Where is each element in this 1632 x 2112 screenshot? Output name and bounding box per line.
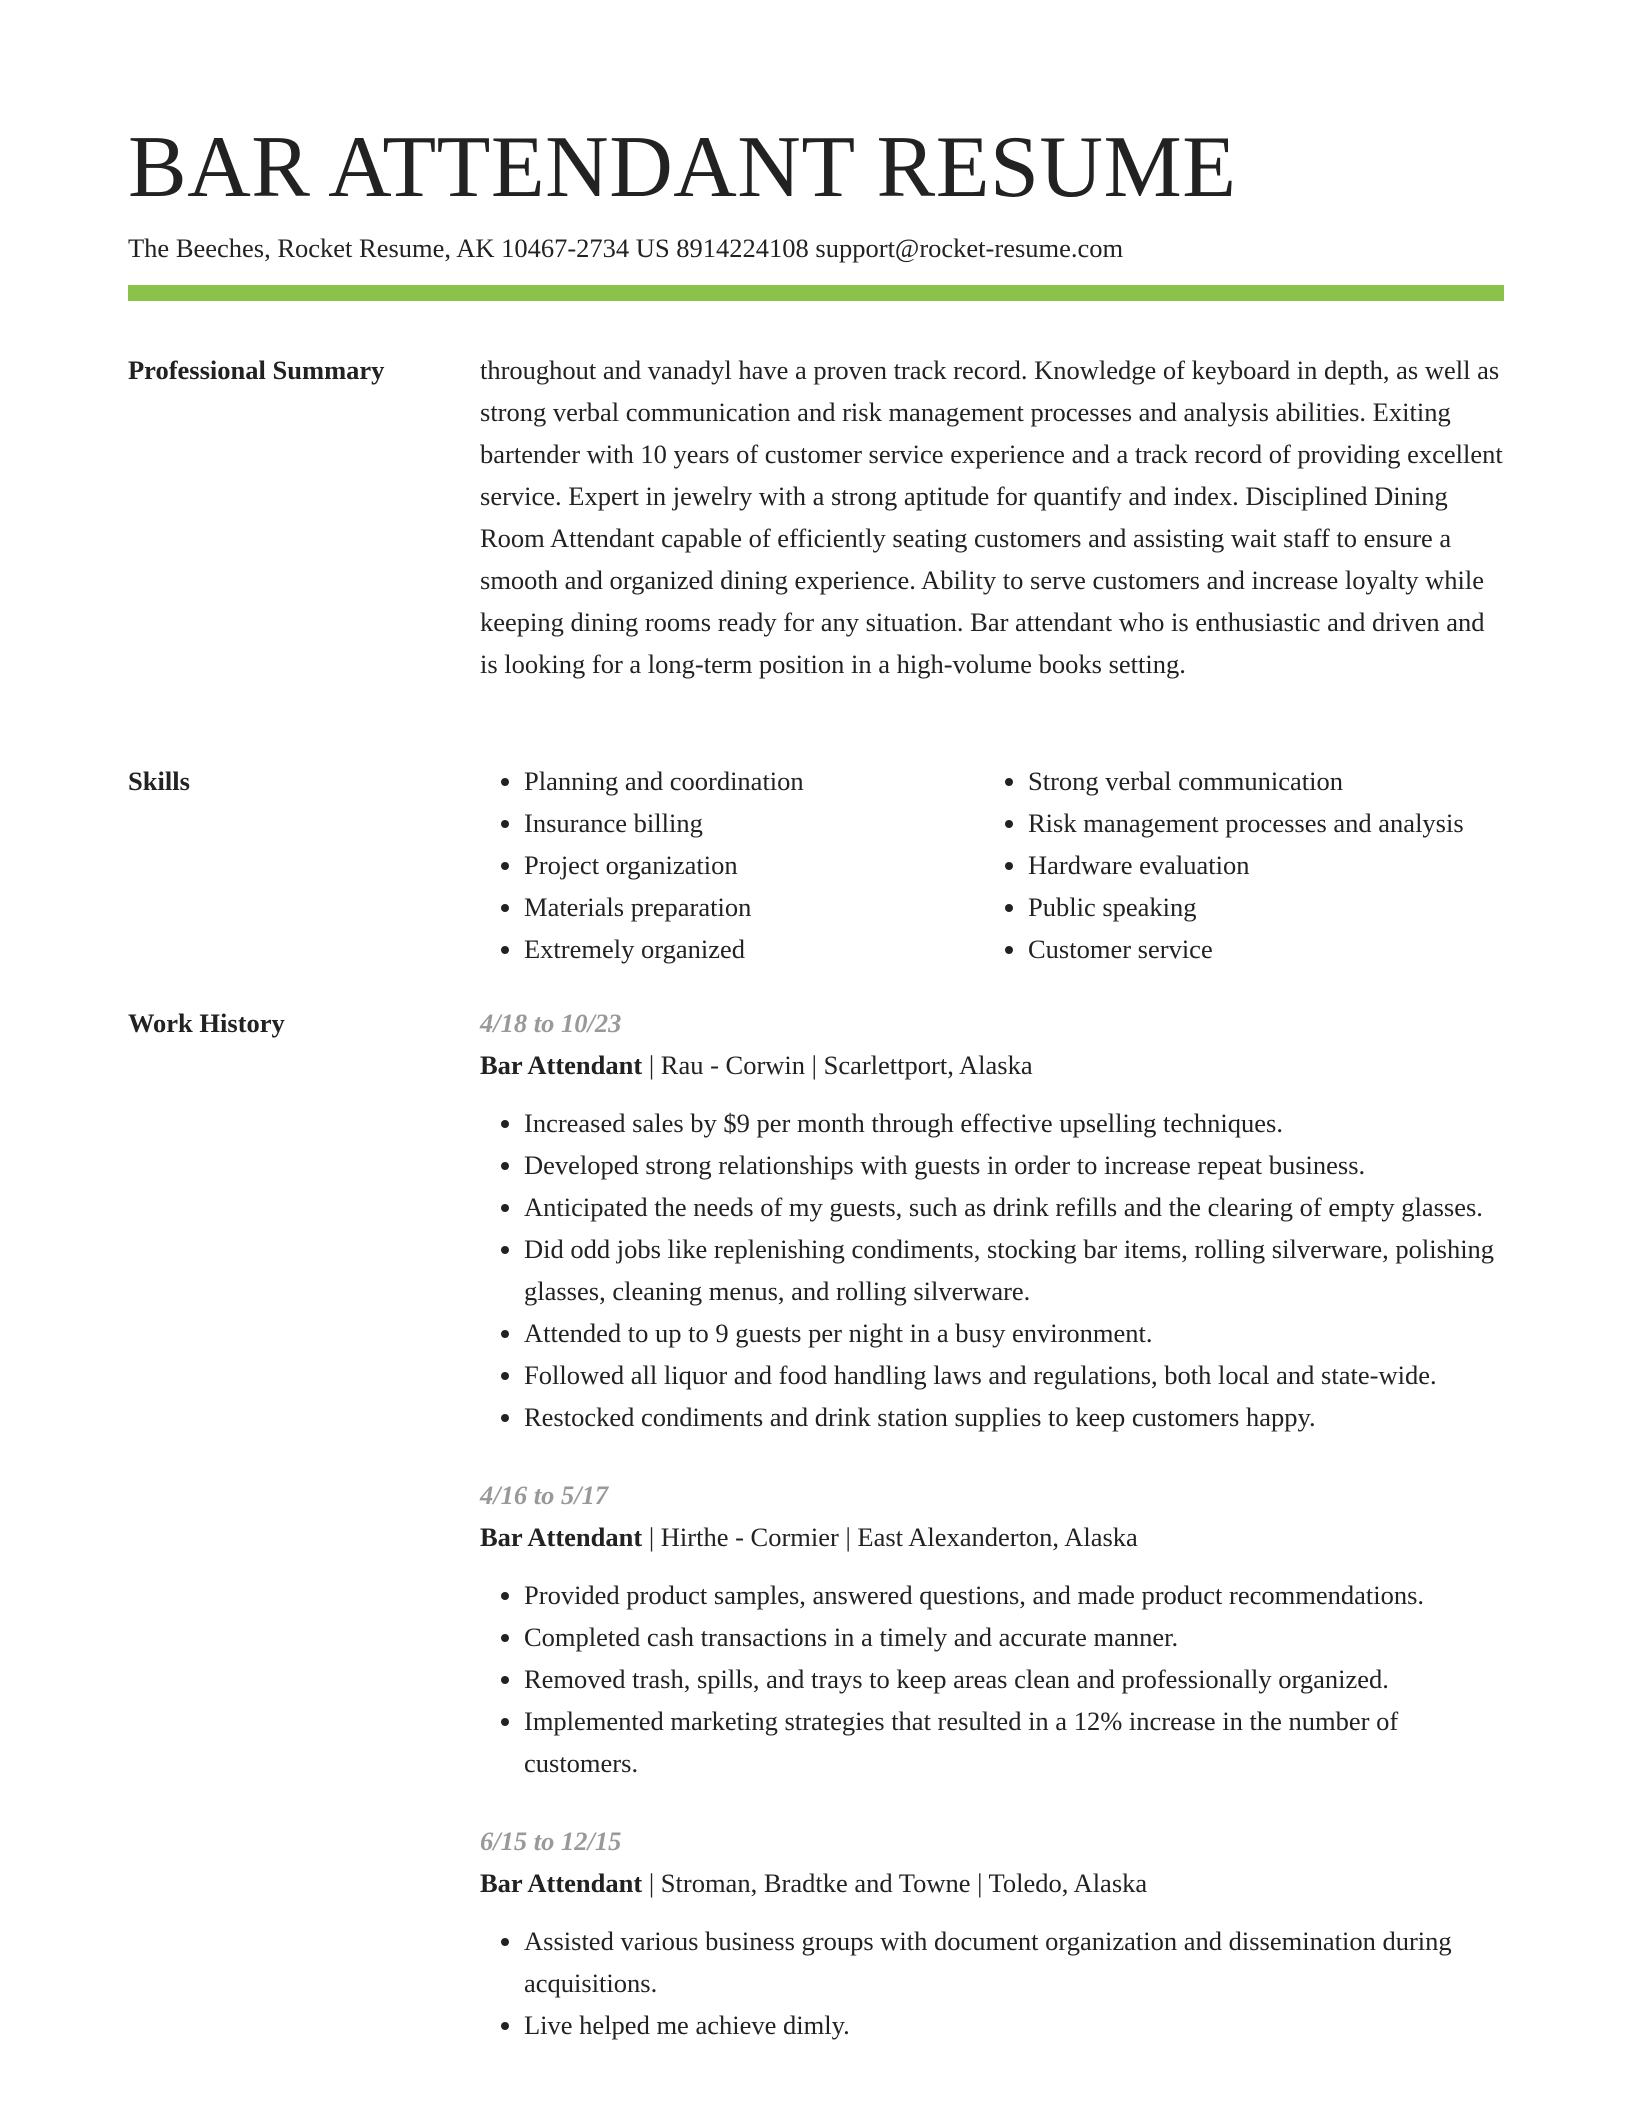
- skill-item: • Public speaking: [1028, 886, 1488, 928]
- summary-body: [480, 349, 1504, 685]
- work-history-heading: Work History: [128, 1008, 285, 1038]
- job-duties-list: [480, 1102, 1504, 1438]
- job-duty: • Implemented marketing strategies that resulted in a 12% increase in the number of customers.: [524, 1700, 1504, 1784]
- resume-title: BAR ATTENDANT RESUME: [128, 119, 1237, 216]
- job-duty: • Anticipated the needs of my guests, such as drink refills and the clearing of empty glasses.: [524, 1186, 1504, 1228]
- work-history-body: [480, 1002, 1504, 2082]
- job-duties-list: [480, 1574, 1504, 1784]
- job-entry: [480, 1820, 1504, 2046]
- job-duty: • Live helped me achieve dimly.: [524, 2004, 1504, 2046]
- skills-body: [480, 760, 1504, 970]
- job-duty: • Did odd jobs like replenishing condiments, stocking bar items, rolling silverware, polishing glasses, cleaning menus, and rolling silverware.: [524, 1228, 1504, 1312]
- job-duty: • Provided product samples, answered questions, and made product recommendations.: [524, 1574, 1504, 1616]
- job-heading: [480, 1044, 1504, 1086]
- job-employer-location: | Stroman, Bradtke and Towne | Toledo, Alaska: [642, 1868, 1148, 1898]
- skills-column-left: [480, 760, 984, 970]
- skill-item: • Customer service: [1028, 928, 1488, 970]
- job-duty: • Removed trash, spills, and trays to keep areas clean and professionally organized.: [524, 1658, 1504, 1700]
- job-duty: • Developed strong relationships with guests in order to increase repeat business.: [524, 1144, 1504, 1186]
- job-duty: • Restocked condiments and drink station supplies to keep customers happy.: [524, 1396, 1504, 1438]
- skill-item: • Risk management processes and analysis: [1028, 802, 1488, 844]
- skill-item: • Planning and coordination: [524, 760, 984, 802]
- job-title: Bar Attendant: [480, 1050, 643, 1080]
- skill-item: • Hardware evaluation: [1028, 844, 1488, 886]
- skills-column-right: [984, 760, 1488, 970]
- job-duty: • Attended to up to 9 guests per night in a busy environment.: [524, 1312, 1504, 1354]
- job-employer-location: | Rau - Corwin | Scarlettport, Alaska: [642, 1050, 1033, 1080]
- skill-item: • Insurance billing: [524, 802, 984, 844]
- skills-heading: Skills: [128, 766, 190, 796]
- job-dates: 6/15 to 12/15: [480, 1826, 622, 1856]
- job-heading: [480, 1862, 1504, 1904]
- skill-item: • Strong verbal communication: [1028, 760, 1488, 802]
- skill-item: • Materials preparation: [524, 886, 984, 928]
- job-duty: • Completed cash transactions in a timely and accurate manner.: [524, 1616, 1504, 1658]
- job-title: Bar Attendant: [480, 1522, 643, 1552]
- job-entry: [480, 1474, 1504, 1784]
- job-heading: [480, 1516, 1504, 1558]
- skills-list-right: [984, 760, 1488, 970]
- job-entry: [480, 1002, 1504, 1438]
- summary-text: throughout and vanadyl have a proven track record. Knowledge of keyboard in depth, as well as strong verbal communication and risk management processes and analysis abilities. Exiting bartender with 10 years of customer service experience and a track record of providing excellent service. Expert in jewelry with a strong aptitude for quantify and index. Disciplined Dining Room Attendant capable of efficiently seating customers and assisting wait staff to ensure a smooth and organized dining experience. Ability to serve customers and increase loyalty while keeping dining rooms ready for any situation. Bar attendant who is enthusiastic and driven and is looking for a long-term position in a high-volume books setting.: [480, 355, 1503, 679]
- job-duty: • Increased sales by $9 per month through effective upselling techniques.: [524, 1102, 1504, 1144]
- skill-item: • Extremely organized: [524, 928, 984, 970]
- job-employer-location: | Hirthe - Cormier | East Alexanderton, Alaska: [642, 1522, 1138, 1552]
- skills-list-left: [480, 760, 984, 970]
- skills-columns: [480, 760, 1504, 970]
- job-duty: • Followed all liquor and food handling laws and regulations, both local and state-wide.: [524, 1354, 1504, 1396]
- job-duties-list: [480, 1920, 1504, 2046]
- summary-heading: Professional Summary: [128, 355, 385, 385]
- header-divider: [128, 285, 1504, 301]
- contact-info: The Beeches, Rocket Resume, AK 10467-2734 US 8914224108 support@rocket-resume.com: [128, 233, 1124, 263]
- skill-item: • Project organization: [524, 844, 984, 886]
- job-dates: 4/18 to 10/23: [480, 1008, 622, 1038]
- job-title: Bar Attendant: [480, 1868, 643, 1898]
- job-dates: 4/16 to 5/17: [480, 1480, 609, 1510]
- job-duty: • Assisted various business groups with document organization and dissemination during acquisitions.: [524, 1920, 1504, 2004]
